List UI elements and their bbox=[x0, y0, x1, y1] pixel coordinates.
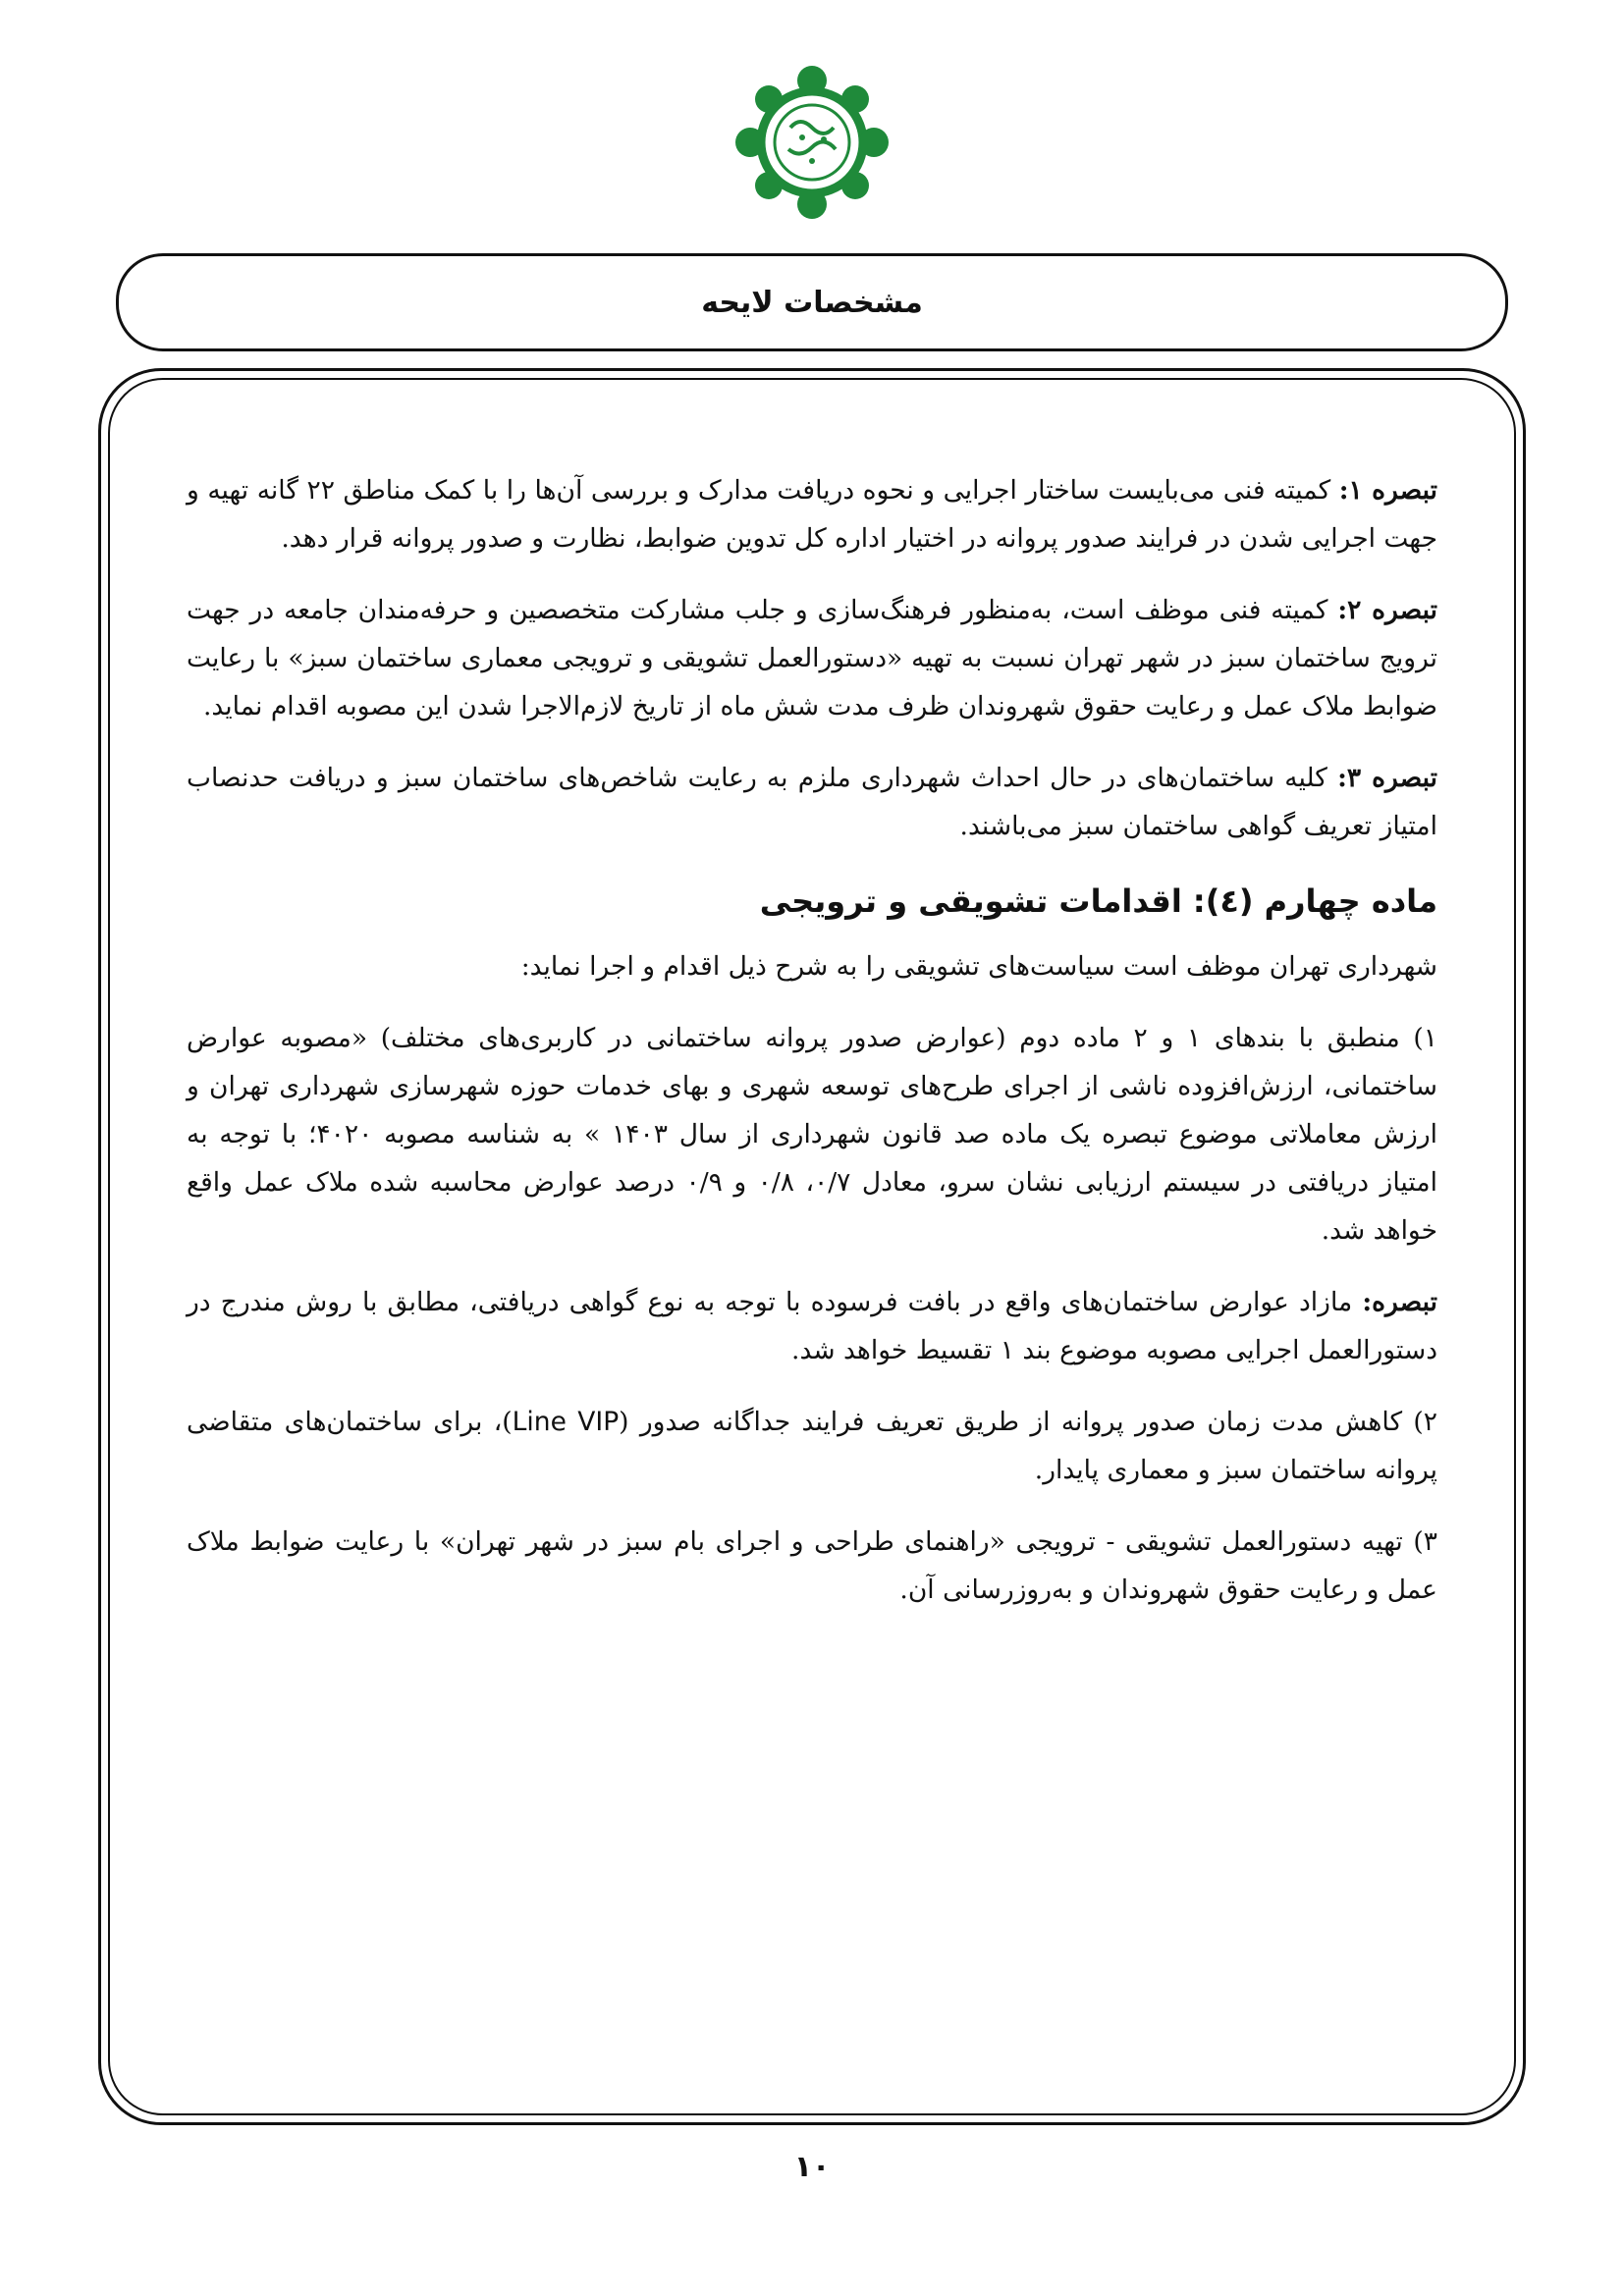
note-2 bbox=[187, 586, 1437, 730]
article-4-heading: ماده چهارم (٤): اقدامات تشویقی و ترویجی bbox=[759, 882, 1437, 920]
note-4-label: تبصره: bbox=[1362, 1287, 1437, 1317]
item-2-ltr-term: Line VIP bbox=[512, 1407, 620, 1437]
article-4-item-2 bbox=[187, 1398, 1437, 1494]
note-1-text: کمیته فنی می‌بایست ساختار اجرایی و نحوه دریافت مدارک و بررسی آن‌ها را با کمک مناطق ۲۲ گانه تهیه و جهت اجرایی شدن در فرایند صدور پروانه در اختیار اداره کل تدوین ضوابط، نظارت و صدور پروانه قرار دهد. bbox=[187, 475, 1437, 554]
tehran-municipality-emblem-icon bbox=[714, 59, 910, 226]
item-2-after: )، برای ساختمان‌های متقاضی پروانه ساختمان سبز و معماری پایدار. bbox=[187, 1407, 1437, 1485]
title-box bbox=[116, 253, 1508, 351]
article-4-intro: شهرداری تهران موظف است سیاست‌های تشویقی را به شرح ذیل اقدام و اجرا نماید: bbox=[520, 951, 1437, 982]
note-4-text: مازاد عوارض ساختمان‌های واقع در بافت فرسوده با توجه به نوع گواهی دریافتی، مطابق با روش مندرج در دستورالعمل اجرایی مصوبه موضوع بند ۱ تقسیط خواهد شد. bbox=[187, 1287, 1437, 1365]
note-2-label: تبصره ۲: bbox=[1337, 595, 1437, 625]
note-1 bbox=[187, 466, 1437, 562]
note-4 bbox=[187, 1278, 1437, 1374]
note-3-text: کلیه ساختمان‌های در حال احداث شهرداری ملزم به رعایت شاخص‌های ساختمان سبز و دریافت حدنصاب امتیاز تعریف گواهی ساختمان سبز می‌باشند. bbox=[187, 763, 1437, 841]
item-2-before: ۲) کاهش مدت زمان صدور پروانه از طریق تعریف فرایند جداگانه صدور ( bbox=[619, 1407, 1438, 1437]
page-title: مشخصات لایحه bbox=[701, 285, 923, 320]
document-body bbox=[187, 466, 1437, 2007]
note-2-text: کمیته فنی موظف است، به‌منظور فرهنگ‌سازی و جلب مشارکت متخصصین و حرفه‌مندان جامعه در جهت ترویج ساختمان سبز در شهر تهران نسبت به تهیه «دستورالعمل تشویقی و ترویجی معماری ساختمان سبز» با رعایت ضوابط ملاک عمل و رعایت حقوق شهروندان ظرف مدت شش ماه از تاریخ لازم‌الاجرا شدن این مصوبه اقدام نماید. bbox=[187, 595, 1437, 721]
article-4-item-1: ۱) منطبق با بندهای ۱ و ۲ ماده دوم (عوارض صدور پروانه ساختمانی در کاربری‌های مختلف) «مصوبه عوارض ساختمانی، ارزش‌افزوده ناشی از اجرای طرح‌های توسعه شهری و بهای خدمات حوزه شهرسازی شهرداری تهران و ارزش معاملاتی موضوع تبصره یک ماده صد قانون شهرداری از سال ۱۴۰۳ » به شناسه مصوبه ۴۰۲۰؛ با توجه به امتیاز دریافتی در سیستم ارزیابی نشان سرو، معادل ۰/۷، ۰/۸ و ۰/۹ درصد عوارض محاسبه شده ملاک عمل واقع خواهد شد. bbox=[187, 1023, 1437, 1246]
note-3-label: تبصره ۳: bbox=[1337, 763, 1437, 793]
note-3 bbox=[187, 754, 1437, 850]
article-4-item-3: ۳) تهیه دستورالعمل تشویقی - ترویجی «راهنمای طراحی و اجرای بام سبز در شهر تهران» با رعایت ضوابط ملاک عمل و رعایت حقوق شهروندان و به‌روزرسانی آن. bbox=[187, 1526, 1437, 1605]
note-1-label: تبصره ۱: bbox=[1338, 475, 1437, 506]
page-number: ۱۰ bbox=[793, 2150, 831, 2184]
